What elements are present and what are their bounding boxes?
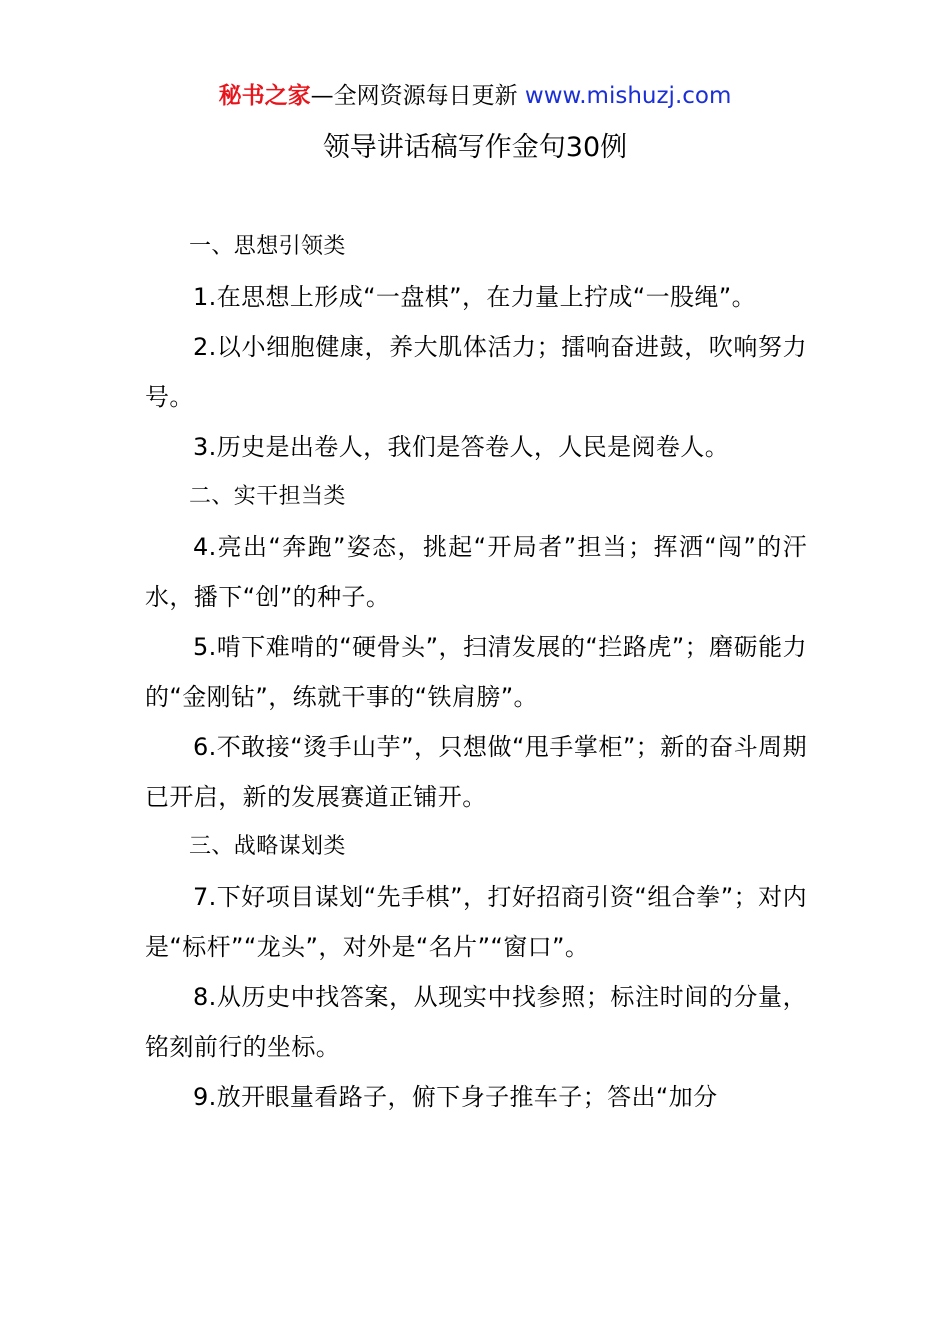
document-body bbox=[145, 222, 807, 1122]
brand-name: 秘书之家 bbox=[218, 83, 311, 109]
section-heading: 三、战略谋划类 bbox=[189, 834, 346, 859]
paragraph: 3.历史是出卷人，我们是答卷人，人民是阅卷人。 bbox=[193, 433, 730, 461]
section-heading: 一、思想引领类 bbox=[189, 234, 346, 259]
document-title: 领导讲话稿写作金句30例 bbox=[322, 132, 628, 163]
paragraph: 6.不敢接“烫手山芋”，只想做“甩手掌柜”；新的奋斗周期已开启，新的发展赛道正铺开。 bbox=[145, 733, 807, 811]
paragraph: 1.在思想上形成“一盘棋”，在力量上拧成“一股绳”。 bbox=[193, 283, 757, 311]
paragraph: 5.啃下难啃的“硬骨头”，扫清发展的“拦路虎”；磨砺能力的“金刚钻”，练就干事的“铁肩膀”。 bbox=[145, 633, 807, 711]
header-tagline: —全网资源每日更新 bbox=[310, 83, 518, 109]
paragraph: 8.从历史中找答案，从现实中找参照；标注时间的分量，铭刻前行的坐标。 bbox=[145, 983, 807, 1061]
paragraph: 2.以小细胞健康，养大肌体活力；擂响奋进鼓，吹响努力号。 bbox=[145, 333, 807, 411]
paragraph: 9.放开眼量看路子，俯下身子推车子；答出“加分 bbox=[193, 1083, 718, 1111]
paragraph: 7.下好项目谋划“先手棋”，打好招商引资“组合拳”；对内是“标杆”“龙头”，对外是“名片”“窗口”。 bbox=[145, 883, 807, 961]
site-header bbox=[0, 80, 950, 112]
section-heading: 二、实干担当类 bbox=[189, 484, 346, 509]
site-url-link[interactable]: www.mishuzj.com bbox=[524, 83, 732, 109]
paragraph: 4.亮出“奔跑”姿态，挑起“开局者”担当；挥洒“闯”的汗水，播下“创”的种子。 bbox=[145, 533, 807, 611]
